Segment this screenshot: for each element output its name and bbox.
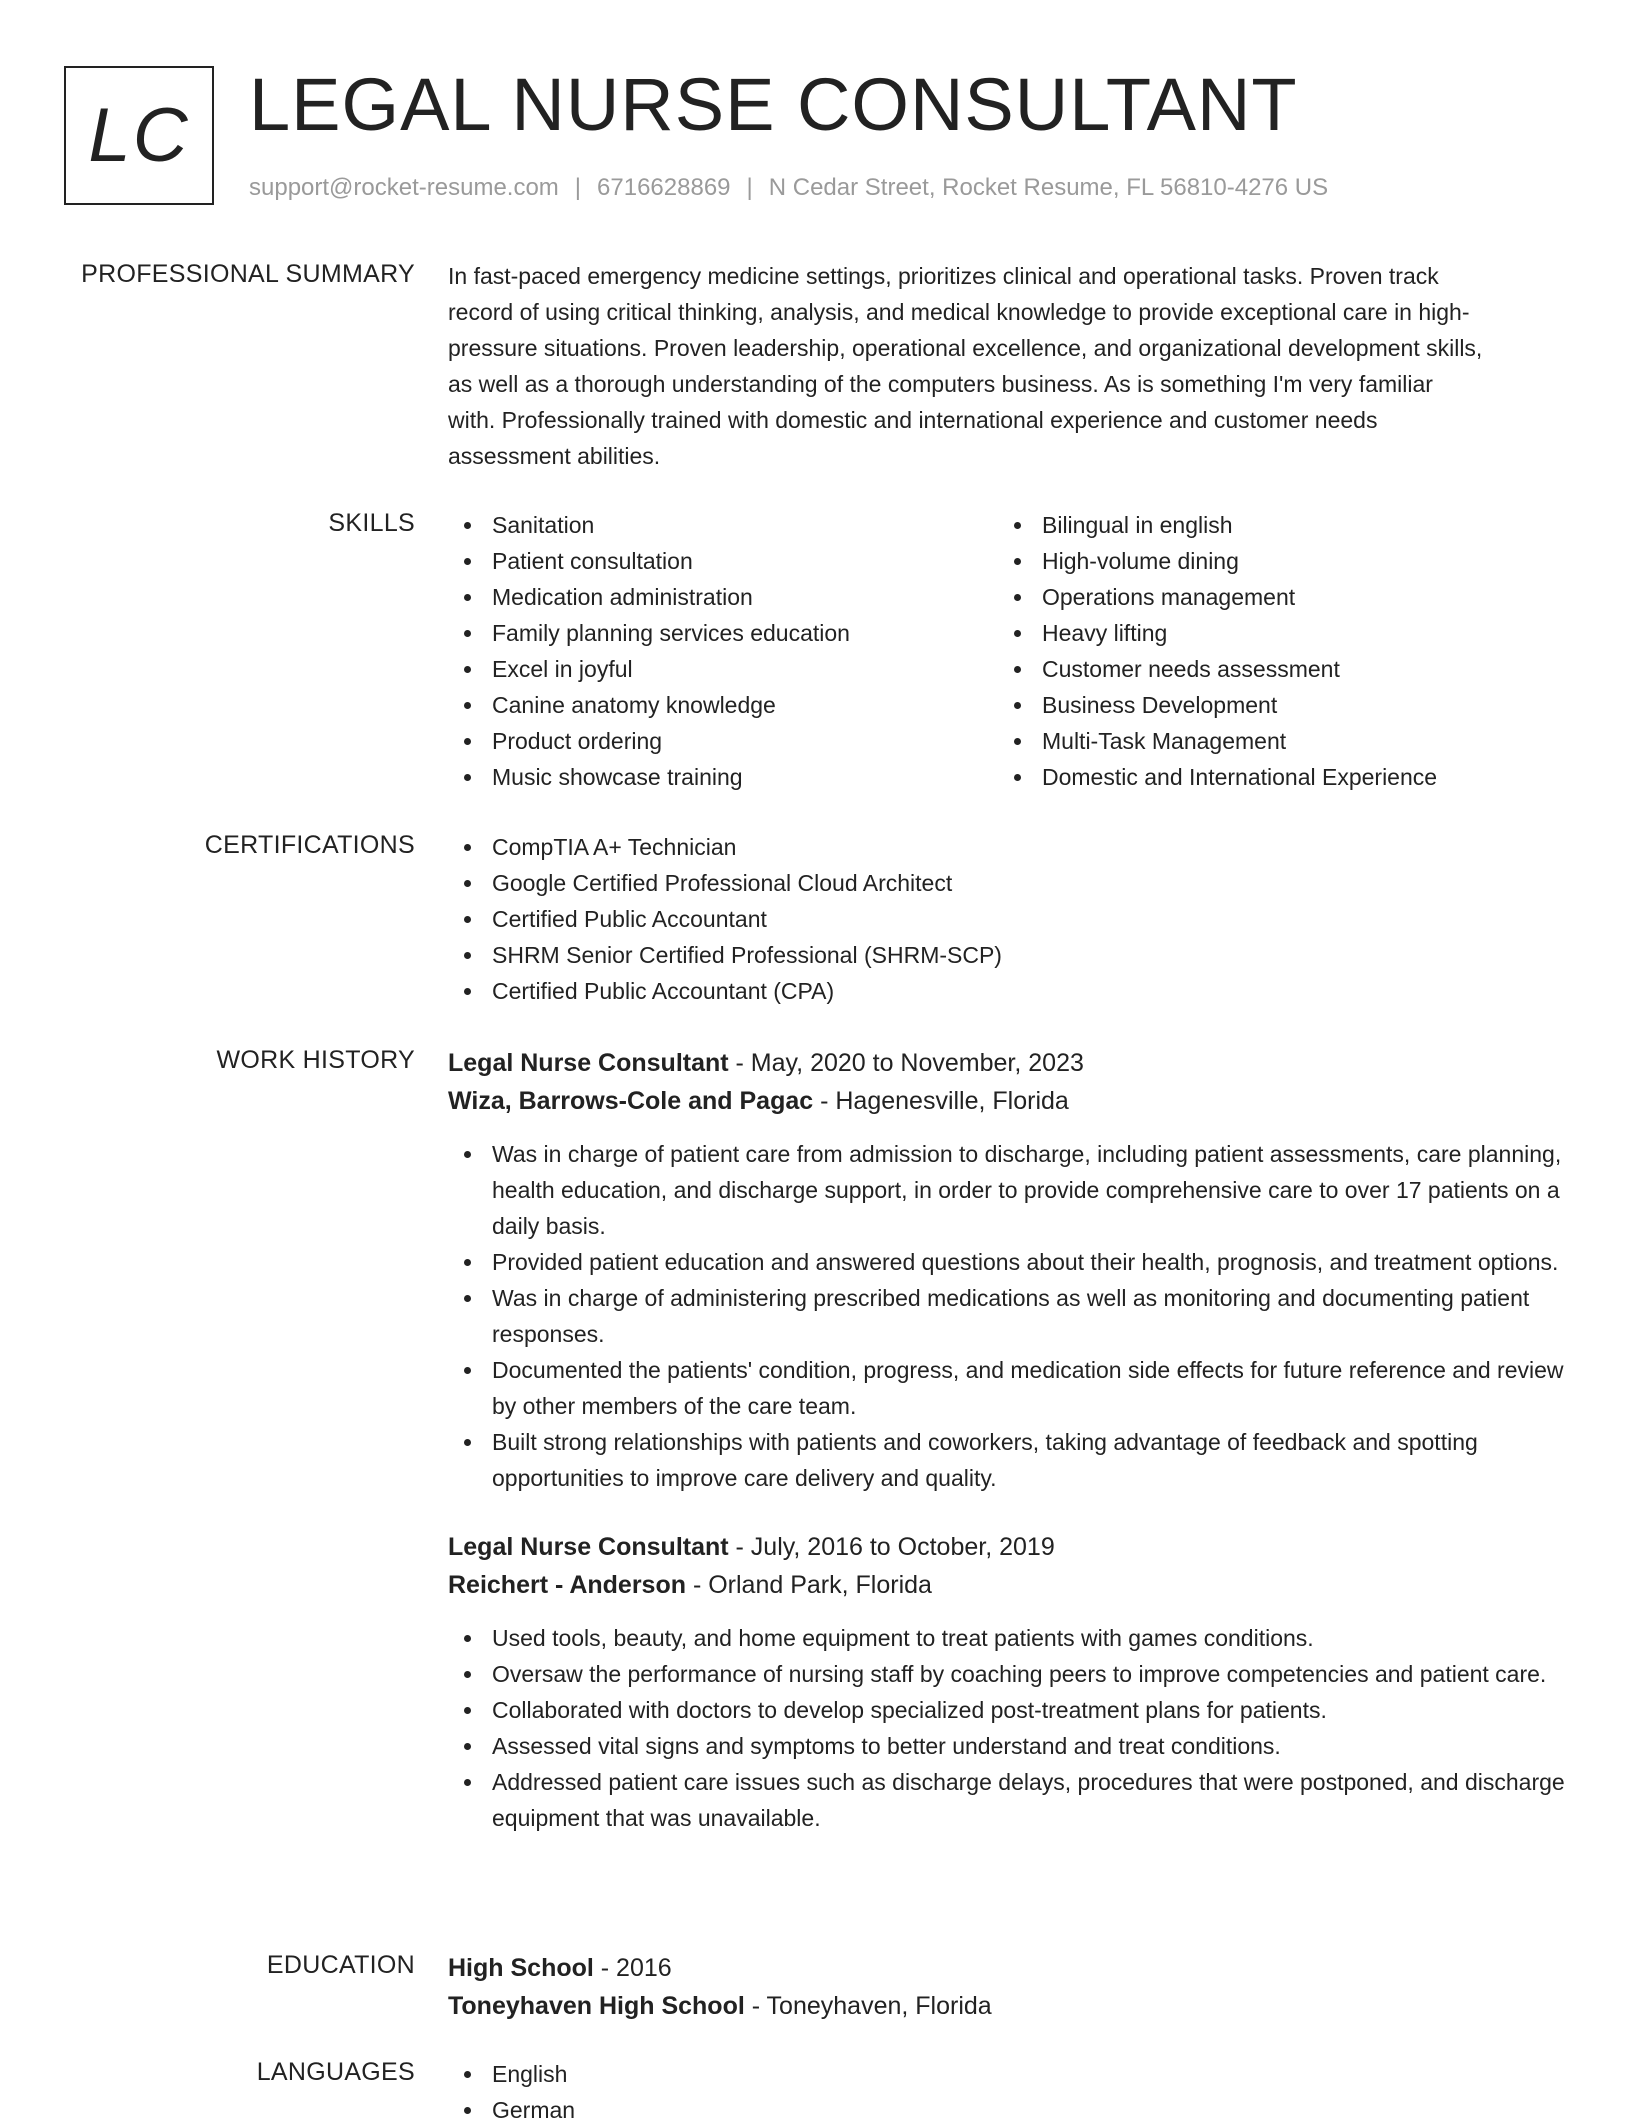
- skill-item: Patient consultation: [448, 543, 998, 579]
- job-company-line: [448, 1566, 1568, 1604]
- skill-item: Domestic and International Experience: [998, 759, 1548, 795]
- skill-item: Product ordering: [448, 723, 998, 759]
- languages-content: [448, 2056, 1568, 2128]
- education-school: Toneyhaven High School: [448, 1992, 745, 2020]
- contact-separator: |: [574, 174, 582, 201]
- job-bullet-line: and review by other members of the care team.: [492, 1357, 1564, 1419]
- skills-list-left: [448, 507, 998, 795]
- job-bullet-line: Documented the patients' condition, progress, and medication side effects for future reference: [492, 1357, 1446, 1383]
- education-content: [448, 1949, 1568, 2025]
- job-title-line: [448, 1044, 1568, 1082]
- skills-list-right: [998, 507, 1548, 795]
- language-item: English: [448, 2056, 1568, 2092]
- section-label-languages: LANGUAGES: [256, 2058, 415, 2086]
- education-location: - Toneyhaven, Florida: [744, 1992, 992, 2020]
- skill-item: Business Development: [998, 687, 1548, 723]
- job-company-line: [448, 1082, 1568, 1120]
- skill-item: Family planning services education: [448, 615, 998, 651]
- summary-line: as well as a thorough understanding of the computers business. As is something I'm very familiar: [448, 371, 1433, 397]
- skill-item: Medication administration: [448, 579, 998, 615]
- section-label-summary: PROFESSIONAL SUMMARY: [81, 260, 415, 288]
- job-bullet-line: Used tools, beauty, and home equipment to treat patients with games conditions.: [492, 1625, 1314, 1651]
- education-year: - 2016: [593, 1954, 672, 1982]
- contact-phone: 6716628869: [597, 174, 731, 201]
- job-location: - Hagenesville, Florida: [813, 1087, 1069, 1115]
- summary-line: record of using critical thinking, analysis, and medical knowledge to provide exceptional care in high-: [448, 299, 1470, 325]
- skill-item: Sanitation: [448, 507, 998, 543]
- job-title: Legal Nurse Consultant: [448, 1049, 729, 1077]
- job-dates: - July, 2016 to October, 2019: [728, 1533, 1055, 1561]
- resume-title: LEGAL NURSE CONSULTANT: [249, 63, 1298, 146]
- job-bullet-line: options.: [1477, 1249, 1559, 1275]
- contact-separator: |: [746, 174, 753, 201]
- job-bullet-line: 17 patients on a daily basis.: [492, 1177, 1560, 1239]
- job-bullet: [448, 1424, 1568, 1496]
- skill-item: Heavy lifting: [998, 615, 1548, 651]
- job-bullet: [448, 1692, 1568, 1728]
- certifications-content: [448, 829, 1568, 1009]
- certification-item: CompTIA A+ Technician: [448, 829, 1568, 865]
- job-bullet-line: planning, health education, and discharge support, in order to provide comprehensive care to over: [492, 1141, 1562, 1203]
- contact-email: support@rocket-resume.com: [249, 174, 559, 201]
- job-bullet-line: Was in charge of administering prescribed medications as well as monitoring and documenting: [492, 1285, 1454, 1311]
- job-company: Reichert - Anderson: [448, 1571, 687, 1599]
- skill-item: Multi-Task Management: [998, 723, 1548, 759]
- job-bullet-line: Collaborated with doctors to develop specialized post-treatment plans for patients.: [492, 1697, 1327, 1723]
- job-title-line: [448, 1528, 1568, 1566]
- summary-line: assessment abilities.: [448, 443, 661, 469]
- skill-item: Bilingual in english: [998, 507, 1548, 543]
- job-bullet-line: spotting opportunities to improve care delivery and quality.: [492, 1429, 1478, 1491]
- work-history-content: [448, 1044, 1568, 1836]
- skill-item: High-volume dining: [998, 543, 1548, 579]
- certifications-list: [448, 829, 1568, 1009]
- job-dates: - May, 2020 to November, 2023: [728, 1049, 1084, 1077]
- job-bullets: [448, 1620, 1568, 1836]
- resume-header: [64, 63, 1564, 208]
- job-location: - Orland Park, Florida: [686, 1571, 932, 1599]
- job-bullet: [448, 1764, 1568, 1836]
- skill-item: Canine anatomy knowledge: [448, 687, 998, 723]
- skills-columns: [448, 507, 1568, 795]
- job-bullet: [448, 1352, 1568, 1424]
- job-bullet: [448, 1280, 1568, 1352]
- job-entry: [448, 1528, 1568, 1836]
- skill-item: Customer needs assessment: [998, 651, 1548, 687]
- monogram-logo: LC: [64, 66, 214, 205]
- education-degree: High School: [448, 1954, 594, 1982]
- job-bullet: [448, 1244, 1568, 1280]
- skill-item: Excel in joyful: [448, 651, 998, 687]
- job-bullet-line: Was in charge of patient care from admission to discharge, including patient assessments, care: [492, 1141, 1462, 1167]
- job-bullet: [448, 1620, 1568, 1656]
- job-bullet-line: patient care.: [1419, 1661, 1547, 1687]
- job-bullet: [448, 1656, 1568, 1692]
- section-label-education: EDUCATION: [266, 1951, 415, 1979]
- section-label-certifications: CERTIFICATIONS: [204, 831, 415, 859]
- job-bullet: [448, 1136, 1568, 1244]
- job-bullet-line: Oversaw the performance of nursing staff by coaching peers to improve competencies and: [492, 1661, 1414, 1687]
- job-bullet-line: discharge equipment that was unavailable.: [492, 1769, 1565, 1831]
- education-school-line: [448, 1987, 1568, 2025]
- job-bullet-line: Built strong relationships with patients and coworkers, taking advantage of feedback and: [492, 1429, 1391, 1455]
- education-degree-line: [448, 1949, 1568, 1987]
- job-bullets: [448, 1136, 1568, 1496]
- job-bullet-line: Addressed patient care issues such as discharge delays, procedures that were postponed, and: [492, 1769, 1459, 1795]
- languages-list: [448, 2056, 1568, 2128]
- section-label-skills: SKILLS: [328, 509, 415, 537]
- job-bullet: [448, 1728, 1568, 1764]
- summary-line: pressure situations. Proven leadership, operational excellence, and organizational development skills,: [448, 335, 1483, 361]
- summary-text: [448, 258, 1568, 474]
- summary-line: with. Professionally trained with domestic and international experience and customer needs: [448, 407, 1378, 433]
- contact-line: [249, 174, 1328, 202]
- job-bullet-line: Provided patient education and answered questions about their health, prognosis, and treatment: [492, 1249, 1472, 1275]
- language-item: German: [448, 2092, 1568, 2128]
- certification-item: Google Certified Professional Cloud Architect: [448, 865, 1568, 901]
- job-company: Wiza, Barrows-Cole and Pagac: [448, 1087, 814, 1115]
- certification-item: Certified Public Accountant (CPA): [448, 973, 1568, 1009]
- skill-item: Music showcase training: [448, 759, 998, 795]
- job-bullet-line: patient responses.: [492, 1285, 1530, 1347]
- section-label-work-history: WORK HISTORY: [216, 1046, 415, 1074]
- summary-line: In fast-paced emergency medicine settings, prioritizes clinical and operational tasks. Proven track: [448, 263, 1439, 289]
- certification-item: Certified Public Accountant: [448, 901, 1568, 937]
- job-bullet-line: Assessed vital signs and symptoms to better understand and treat conditions.: [492, 1733, 1281, 1759]
- certification-item: SHRM Senior Certified Professional (SHRM-SCP): [448, 937, 1568, 973]
- skill-item: Operations management: [998, 579, 1548, 615]
- job-title: Legal Nurse Consultant: [448, 1533, 729, 1561]
- job-entry: [448, 1044, 1568, 1496]
- contact-address: N Cedar Street, Rocket Resume, FL 56810-4276 US: [768, 174, 1329, 201]
